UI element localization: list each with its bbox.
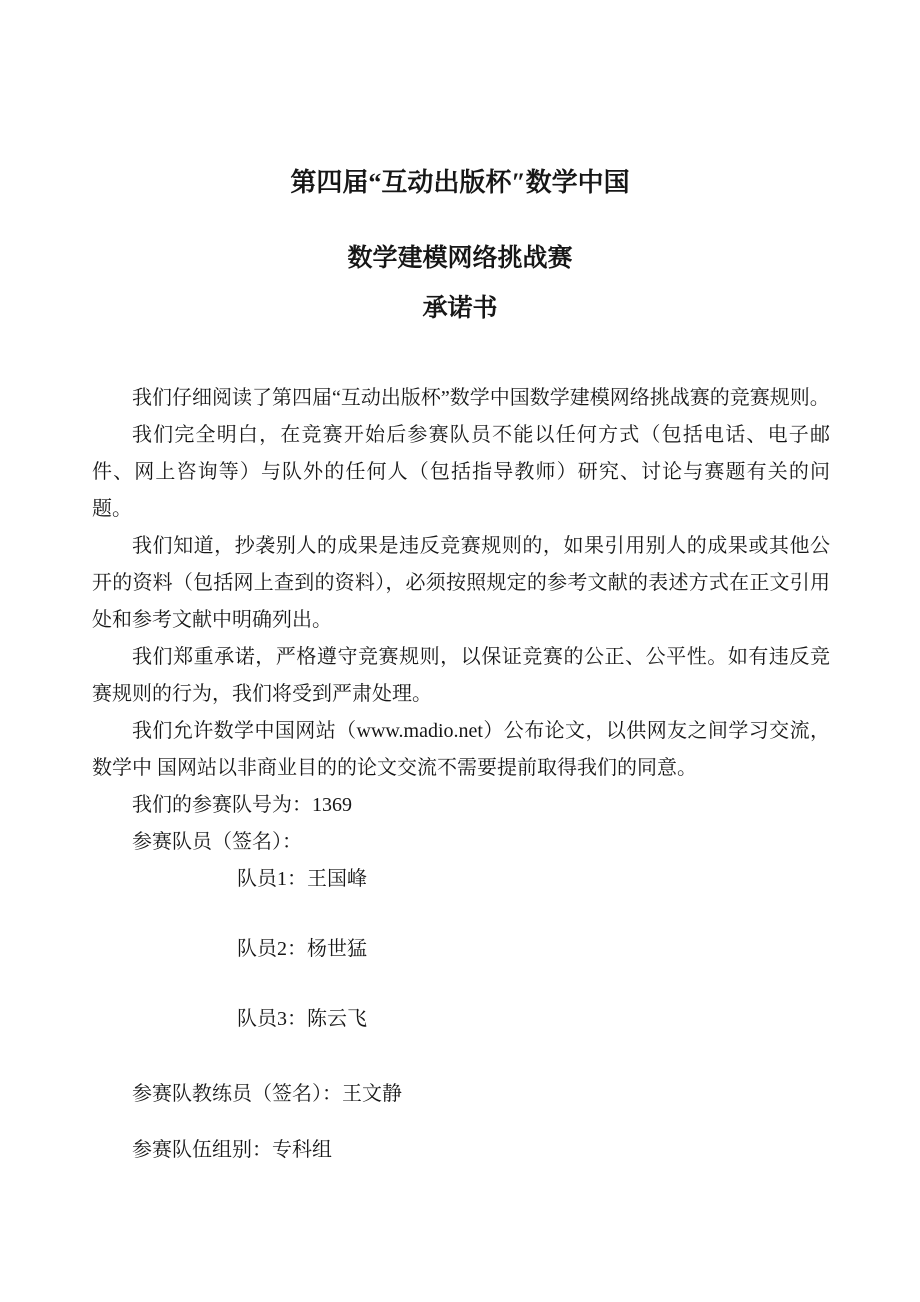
paragraph-rules-read: 我们仔细阅读了第四届“互动出版杯”数学中国数学建模网络挑战赛的竞赛规则。 <box>132 387 830 409</box>
paragraph-publication-consent: 我们允许数学中国网站（www.madio.net）公布论文，以供网友之间学习交流，数学中 国网站以非商业目的的论文交流不需要提前取得我们的同意。 <box>92 720 830 779</box>
member-1-name: 王国峰 <box>307 868 367 890</box>
paragraph-solemn-promise: 我们郑重承诺，严格遵守竞赛规则，以保证竞赛的公正、公平性。如有违反竞赛规则的行为，我们将受到严肃处理。 <box>92 646 830 705</box>
spacer <box>92 968 830 1001</box>
paragraph-no-plagiarism: 我们知道，抄袭别人的成果是违反竞赛规则的，如果引用别人的成果或其他公开的资料（包括网上查到的资料），必须按照规定的参考文献的表述方式在正文引用处和参考文献中明确列出。 <box>92 535 830 631</box>
page-title-line1: 第四届“互动出版杯″数学中国 <box>290 168 630 197</box>
coach-label: 参赛队教练员（签名）： <box>132 1083 342 1105</box>
member-1-label: 队员1： <box>237 868 307 890</box>
group-line <box>92 1132 830 1169</box>
page-title-line3: 承诺书 <box>422 295 498 322</box>
team-number-line <box>92 787 830 824</box>
member-line-3 <box>92 1001 830 1038</box>
page-title-line2: 数学建模网络挑战赛 <box>347 245 573 272</box>
members-heading: 参赛队员（签名）： <box>132 831 302 853</box>
team-number-value: 1369 <box>312 794 352 816</box>
spacer <box>92 898 830 931</box>
member-line-2 <box>92 931 830 968</box>
member-line-1 <box>92 861 830 898</box>
member-3-name: 陈云飞 <box>307 1008 367 1030</box>
coach-line <box>92 1076 830 1113</box>
member-2-label: 队员2： <box>237 938 307 960</box>
spacer <box>92 1113 830 1132</box>
coach-name: 王文静 <box>342 1083 402 1105</box>
group-label: 参赛队伍组别： <box>132 1139 272 1161</box>
group-name: 专科组 <box>272 1139 332 1161</box>
document-body <box>92 380 830 1169</box>
spacer <box>92 1038 830 1076</box>
member-3-label: 队员3： <box>237 1008 307 1030</box>
paragraph-no-outside-discussion: 我们完全明白，在竞赛开始后参赛队员不能以任何方式（包括电话、电子邮件、网上咨询等）与队外的任何人（包括指导教师）研究、讨论与赛题有关的问题。 <box>92 424 830 520</box>
team-number-label: 我们的参赛队号为： <box>132 794 312 816</box>
member-2-name: 杨世猛 <box>307 938 367 960</box>
